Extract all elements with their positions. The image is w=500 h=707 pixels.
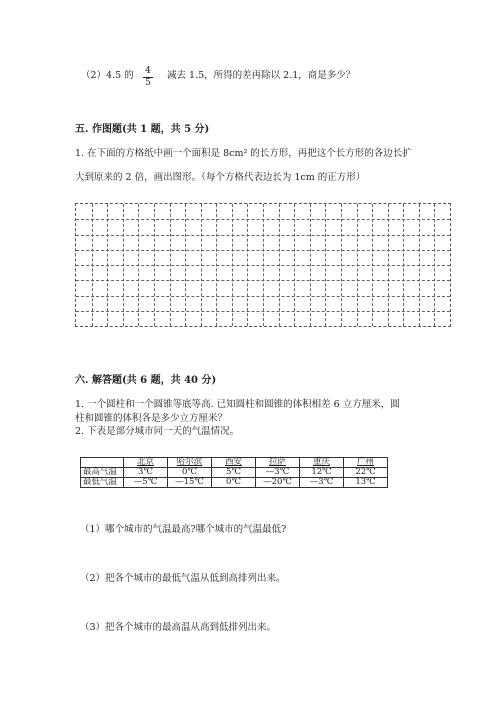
subquestion-3: （3）把各个城市的最高温从高到低排列出来。 bbox=[80, 622, 277, 633]
table-header-city: 广州 bbox=[344, 458, 388, 468]
fraction-numerator: 4 bbox=[145, 66, 151, 76]
table-cell: —3℃ bbox=[256, 468, 300, 478]
table-cell: 13℃ bbox=[344, 478, 388, 488]
section-6-q1-line2: 柱和圆锥的体积各是多少立方厘米？ bbox=[75, 413, 228, 424]
fraction-denominator: 5 bbox=[145, 78, 151, 88]
table-cell: 3℃ bbox=[124, 468, 168, 478]
table-header-city: 西安 bbox=[212, 458, 256, 468]
table-cell: —15℃ bbox=[168, 478, 212, 488]
table-row bbox=[81, 478, 388, 488]
table-cell: —20℃ bbox=[256, 478, 300, 488]
table-cell: 22℃ bbox=[344, 468, 388, 478]
table-cell: 0℃ bbox=[212, 478, 256, 488]
temperature-table bbox=[80, 457, 388, 488]
drawing-grid[interactable] bbox=[75, 203, 451, 327]
table-cell: —5℃ bbox=[124, 478, 168, 488]
table-row-label: 最低气温 bbox=[81, 478, 124, 488]
table-header-city: 哈尔滨 bbox=[168, 458, 212, 468]
grid-line-horizontal bbox=[76, 265, 450, 266]
table-header-city: 重庆 bbox=[300, 458, 344, 468]
section-5-q1-line1: 1. 在下面的方格纸中画一个面积是 8cm² 的长方形，再把这个长方形的各边长扩 bbox=[75, 148, 412, 159]
table-corner-cell bbox=[81, 458, 124, 468]
section-6-q1-line1: 1. 一个圆柱和一个圆锥等底等高. 已知圆柱和圆锥的体积相差 6 立方厘米，圆 bbox=[75, 399, 400, 410]
table-header-row bbox=[81, 458, 388, 468]
table-cell: 0℃ bbox=[168, 468, 212, 478]
grid-line-horizontal bbox=[76, 235, 450, 236]
q2-fraction bbox=[141, 66, 155, 89]
table-header-city: 北京 bbox=[124, 458, 168, 468]
section-5-heading: 五. 作图题(共 1 题，共 5 分) bbox=[75, 124, 210, 135]
grid-line-horizontal bbox=[76, 250, 450, 251]
table-cell: 12℃ bbox=[300, 468, 344, 478]
table-row bbox=[81, 468, 388, 478]
q2-prefix: （2）4.5 的 bbox=[81, 70, 134, 81]
table-header-city: 拉萨 bbox=[256, 458, 300, 468]
subquestion-1: （1）哪个城市的气温最高?哪个城市的气温最低? bbox=[80, 524, 287, 535]
table-cell: 5℃ bbox=[212, 468, 256, 478]
section-5-q1-line2: 大到原来的 2 倍，画出图形。（每个方格代表边长为 1cm 的正方形） bbox=[75, 172, 366, 183]
grid-line-horizontal bbox=[76, 280, 450, 281]
subquestion-2: （2）把各个城市的最低气温从低到高排列出来。 bbox=[80, 573, 286, 584]
q2-suffix: 减去 1.5，所得的差再除以 2.1，商是多少？ bbox=[167, 70, 356, 81]
table-cell: —3℃ bbox=[300, 478, 344, 488]
section-6-heading: 六. 解答题(共 6 题，共 40 分) bbox=[75, 375, 217, 386]
grid-line-horizontal bbox=[76, 219, 450, 220]
grid-line-horizontal bbox=[76, 311, 450, 312]
section-6-q2-line: 2. 下表是部分城市同一天的气温情况。 bbox=[75, 426, 240, 437]
table-row-label: 最高气温 bbox=[81, 468, 124, 478]
grid-line-horizontal bbox=[76, 296, 450, 297]
